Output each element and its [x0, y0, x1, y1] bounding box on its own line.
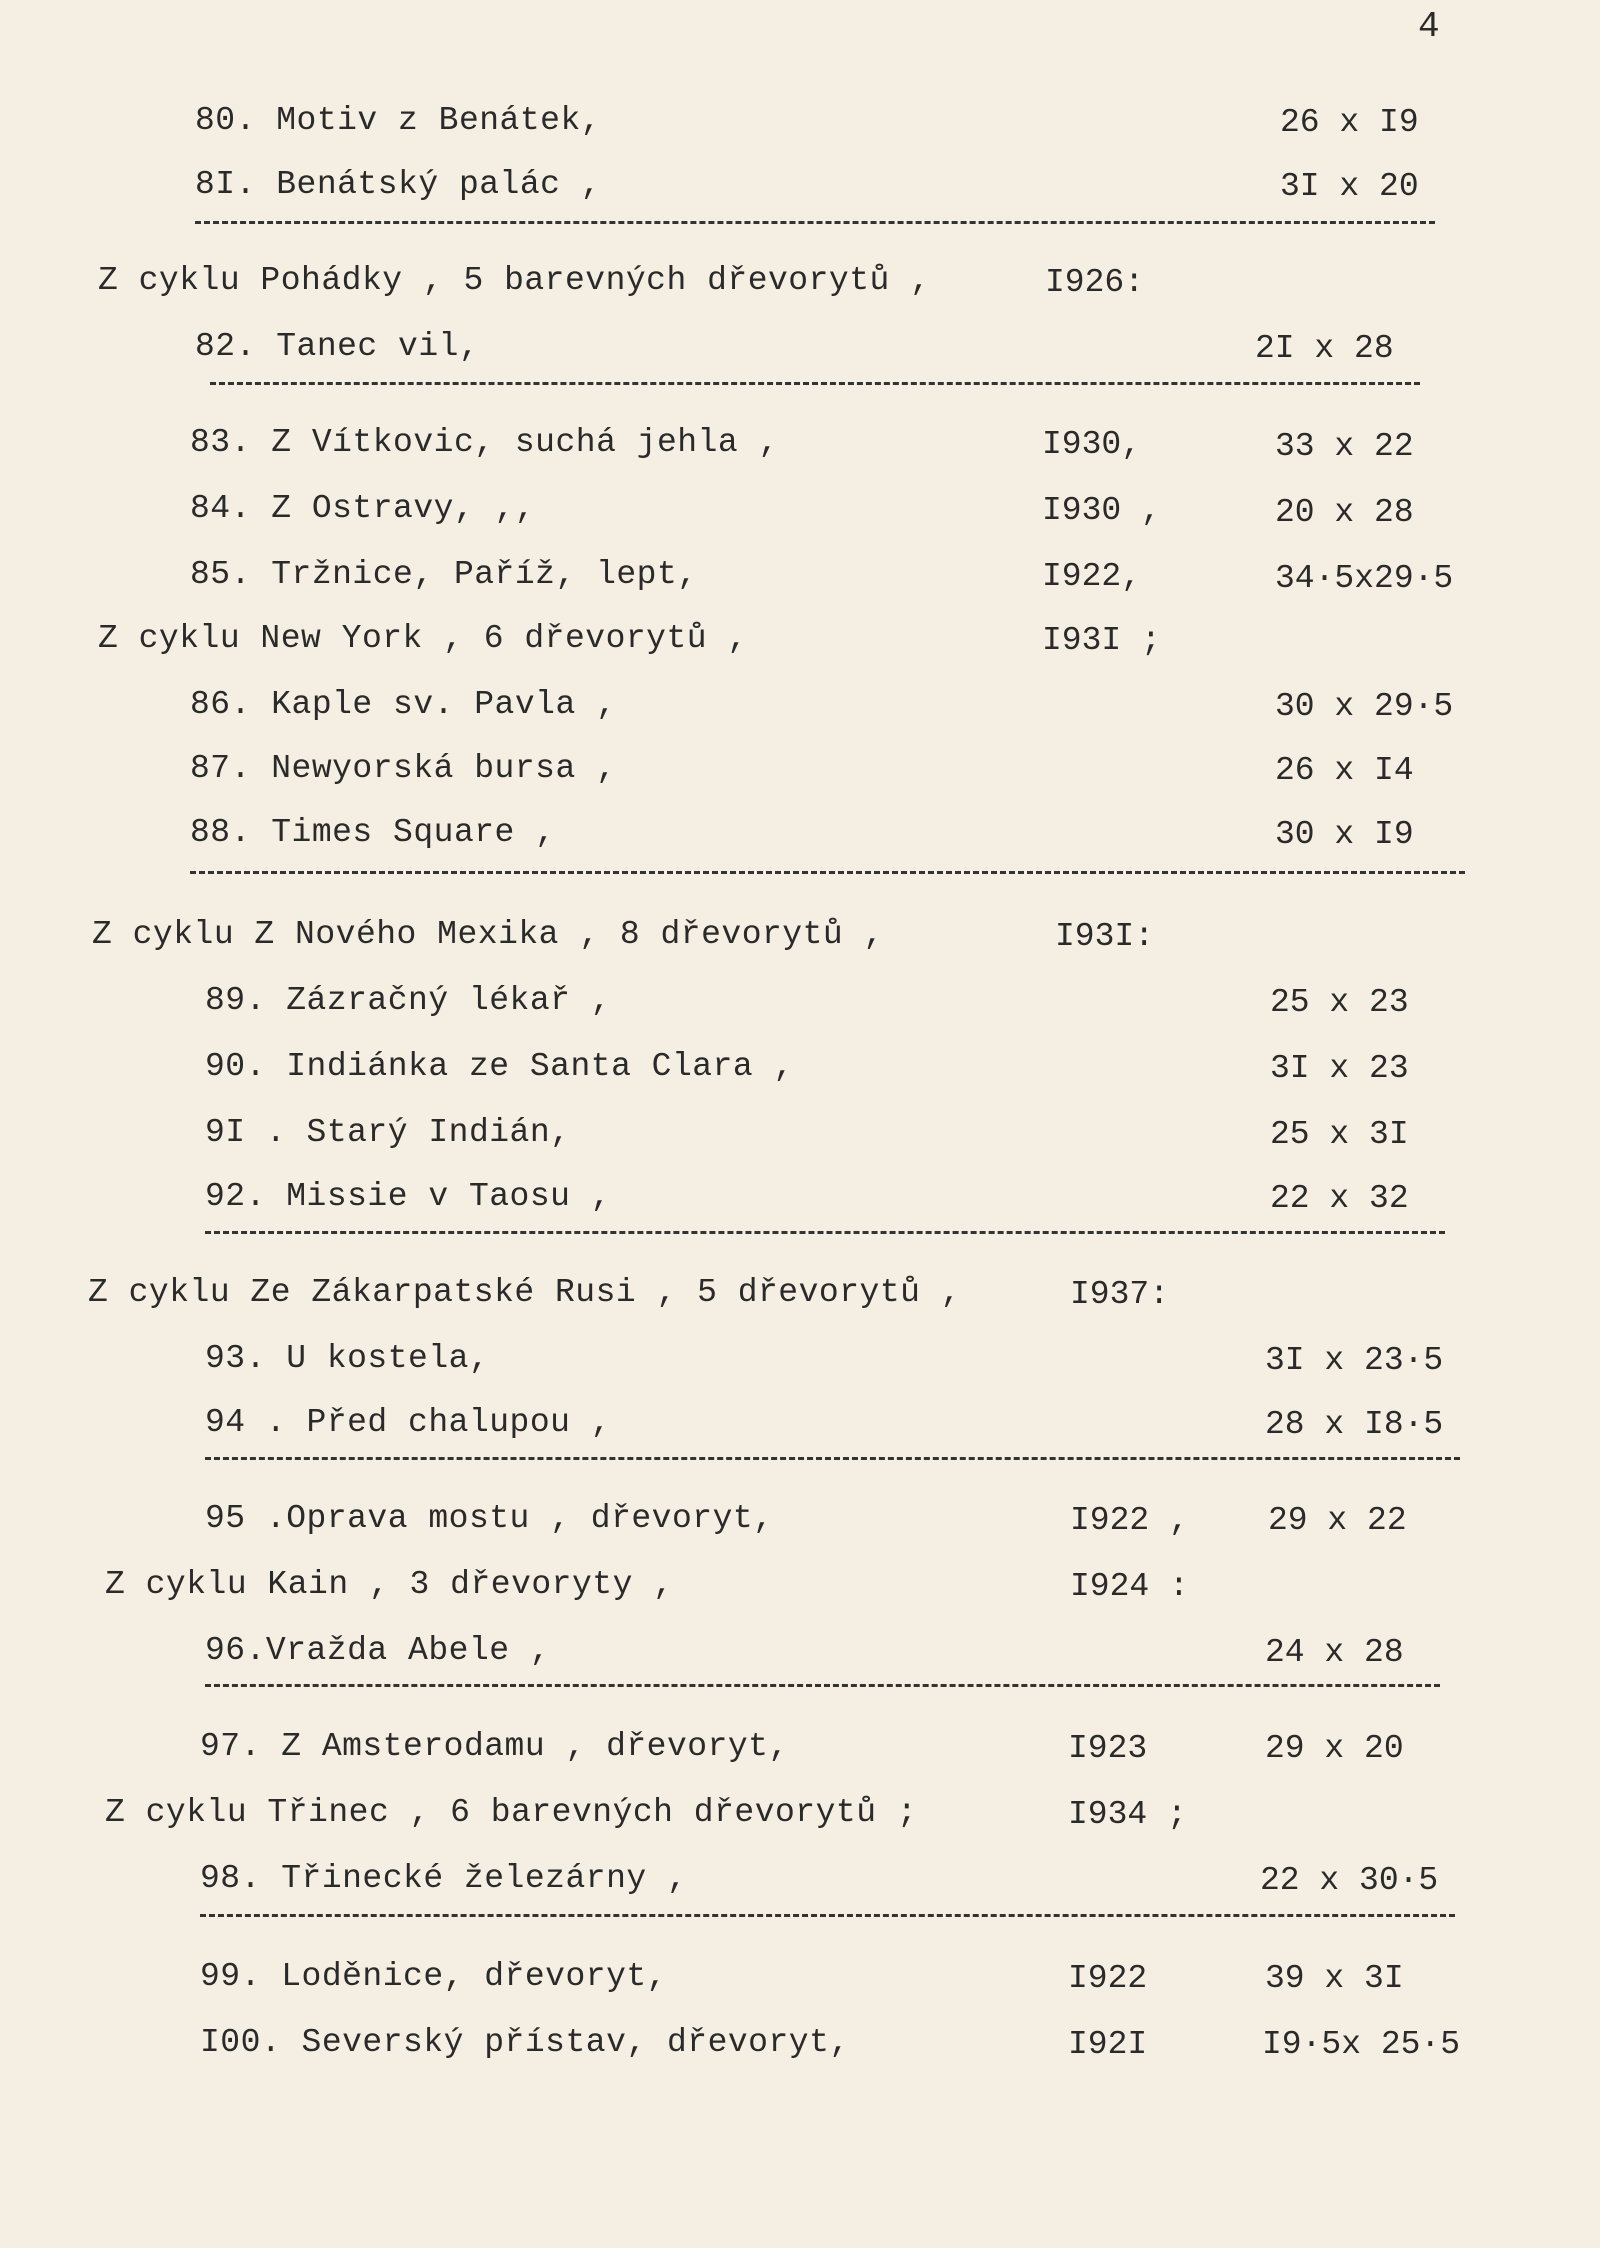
dimensions: 26 x I4 [1275, 752, 1414, 789]
year: I923 [1068, 1730, 1148, 1767]
list-item: 94 . Před chalupou , [205, 1404, 612, 1441]
dimensions: 24 x 28 [1265, 1634, 1404, 1671]
divider [195, 221, 1435, 224]
dimensions: 29 x 22 [1268, 1502, 1407, 1539]
year: I930, [1042, 426, 1142, 463]
dimensions: 2I x 28 [1255, 330, 1394, 367]
dimensions: 30 x 29·5 [1275, 688, 1454, 725]
cycle-heading: Z cyklu Třinec , 6 barevných dřevorytů ; [105, 1794, 918, 1831]
cycle-heading: Z cyklu New York , 6 dřevorytů , [98, 620, 748, 657]
dimensions: 33 x 22 [1275, 428, 1414, 465]
dimensions: 22 x 32 [1270, 1180, 1409, 1217]
list-item: 84. Z Ostravy, ,, [190, 490, 536, 527]
dimensions: 29 x 20 [1265, 1730, 1404, 1767]
list-item: 96.Vražda Abele , [205, 1632, 551, 1669]
cycle-heading: Z cyklu Kain , 3 dřevoryty , [105, 1566, 674, 1603]
list-item: 93. U kostela, [205, 1340, 490, 1377]
list-item: 86. Kaple sv. Pavla , [190, 686, 617, 723]
list-item: 82. Tanec vil, [195, 328, 480, 365]
dimensions: 34·5x29·5 [1275, 560, 1454, 597]
dimensions: 39 x 3I [1265, 1960, 1404, 1997]
year: I924 : [1070, 1568, 1189, 1605]
divider [210, 382, 1420, 385]
dimensions: 25 x 3I [1270, 1116, 1409, 1153]
cycle-heading: Z cyklu Z Nového Mexika , 8 dřevorytů , [92, 916, 884, 953]
divider [200, 1914, 1455, 1917]
divider [205, 1684, 1440, 1687]
list-item: 80. Motiv z Benátek, [195, 102, 602, 139]
year: I922 , [1070, 1502, 1189, 1539]
list-item: 8I. Benátský palác , [195, 166, 602, 203]
list-item: 97. Z Amsterodamu , dřevoryt, [200, 1728, 789, 1765]
year: I922 [1068, 1960, 1148, 1997]
year: I92I [1068, 2026, 1148, 2063]
list-item: 9I . Starý Indián, [205, 1114, 571, 1151]
divider [205, 1231, 1445, 1234]
dimensions: 3I x 23·5 [1265, 1342, 1444, 1379]
dimensions: 28 x I8·5 [1265, 1406, 1444, 1443]
dimensions: 22 x 30·5 [1260, 1862, 1439, 1899]
divider [190, 871, 1465, 874]
dimensions: 20 x 28 [1275, 494, 1414, 531]
list-item: 99. Loděnice, dřevoryt, [200, 1958, 667, 1995]
dimensions: 30 x I9 [1275, 816, 1414, 853]
dimensions: 26 x I9 [1280, 104, 1419, 141]
year: I922, [1042, 558, 1142, 595]
list-item: 85. Tržnice, Paříž, lept, [190, 556, 698, 593]
year: I934 ; [1068, 1796, 1187, 1833]
year: I93I ; [1042, 622, 1161, 659]
list-item: 90. Indiánka ze Santa Clara , [205, 1048, 794, 1085]
list-item: 87. Newyorská bursa , [190, 750, 617, 787]
list-item: 88. Times Square , [190, 814, 556, 851]
divider [205, 1457, 1460, 1460]
list-item: 83. Z Vítkovic, suchá jehla , [190, 424, 779, 461]
year: I93I: [1055, 918, 1155, 955]
dimensions: 3I x 23 [1270, 1050, 1409, 1087]
dimensions: I9·5x 25·5 [1262, 2026, 1461, 2063]
list-item: 95 .Oprava mostu , dřevoryt, [205, 1500, 774, 1537]
year: I930 , [1042, 492, 1161, 529]
list-item: 89. Zázračný lékař , [205, 982, 612, 1019]
page-number: 4 [1418, 6, 1440, 47]
cycle-heading: Z cyklu Ze Zákarpatské Rusi , 5 dřevorytů , [88, 1274, 962, 1311]
year: I937: [1070, 1276, 1170, 1313]
list-item: 98. Třinecké železárny , [200, 1860, 688, 1897]
dimensions: 3I x 20 [1280, 168, 1419, 205]
list-item: 92. Missie v Taosu , [205, 1178, 612, 1215]
year: I926: [1045, 264, 1145, 301]
dimensions: 25 x 23 [1270, 984, 1409, 1021]
cycle-heading: Z cyklu Pohádky , 5 barevných dřevorytů , [98, 262, 931, 299]
list-item: I00. Severský přístav, dřevoryt, [200, 2024, 850, 2061]
